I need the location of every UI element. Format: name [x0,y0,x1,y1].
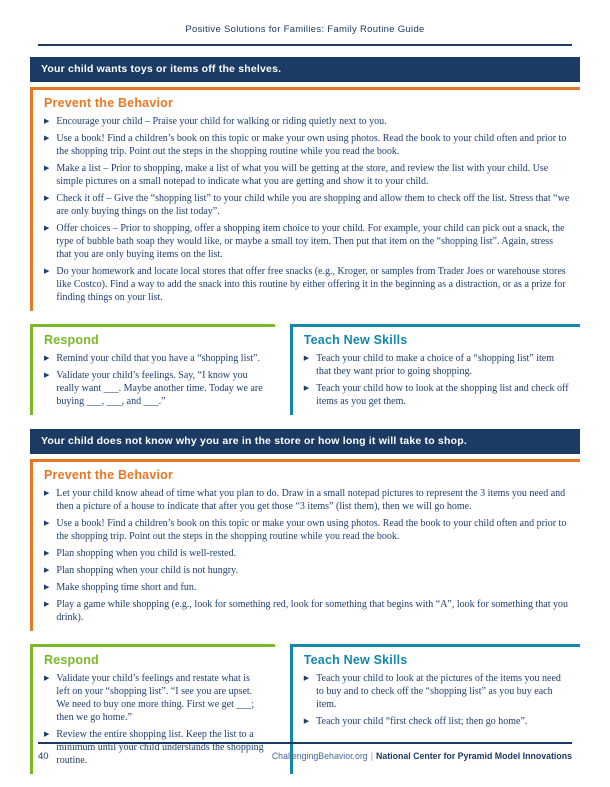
footer-org: National Center for Pyramid Model Innovations [375,751,572,761]
bullet-text: Teach your child to make a choice of a “shopping list” item that they want prior to going shopping. [316,353,554,377]
bullet-arrow-icon: ▶ [44,134,50,142]
footer-separator: | [370,751,373,761]
bullet-item [44,115,570,128]
respond-teach-row-1 [30,324,580,415]
bullet-arrow-icon: ▶ [44,194,50,202]
footer-site-link[interactable]: ChallengingBehavior.org [271,751,368,761]
bullet-text: Remind your child that you have a “shopping list”. [56,353,260,364]
bullet-text: Use a book! Find a children’s book on this topic or make your own using photos. Read the book to your child often and prior to the shopping trip. Point out the steps in the shopping routine while you read the book. [56,133,567,157]
page-footer [0,742,610,762]
document-title: Positive Solutions for Families: Family Routine Guide [185,24,425,35]
bullet-item [44,581,570,594]
bullet-text: Validate your child’s feelings. Say, “I know you really want ___. Maybe another time. Today we are buying ___, ___, and ___.” [56,370,263,407]
bullet-arrow-icon: ▶ [44,224,50,232]
bullet-item [44,222,570,261]
bullet-arrow-icon: ▶ [44,566,50,574]
bullet-text: Check it off – Give the “shopping list” to your child while you are shopping and allow them to check off the list. Stress that “we are only buying things on the list today”. [56,193,570,217]
bullet-item [304,352,570,378]
prevent-title-2: Prevent the Behavior [44,468,174,482]
bullet-item [44,672,265,724]
prevent-title-1: Prevent the Behavior [44,96,174,110]
bullet-text: Play a game while shopping (e.g., look for something red, look for something that begins with “A”, look for something that you drink). [56,599,568,623]
bullet-item [44,352,265,365]
bullet-arrow-icon: ▶ [44,519,50,527]
bullet-arrow-icon: ▶ [44,674,50,682]
bullet-arrow-icon: ▶ [303,717,310,725]
bullet-item [304,672,570,711]
prevent-bullets-2 [44,487,570,624]
bullet-item [44,265,570,304]
bullet-item [304,382,570,408]
prevent-box-2 [30,459,580,631]
prevent-bullets-1 [44,115,570,304]
bullet-item [44,564,570,577]
bullet-text: Use a book! Find a children’s book on this topic or make your own using photos. Read the book to your child often and prior to the shopping trip. Point out the steps in the shopping routine while you read the book. [56,518,567,542]
section-bar-2: Your child does not know why you are in the store or how long it will take to shop. [30,429,580,454]
header-rule [38,44,572,46]
bullet-text: Teach your child to look at the pictures of the items you need to buy and to check off the “shopping list” as you buy each item. [316,673,561,710]
bullet-text: Teach your child “first check off list; then go home”. [316,716,528,727]
bullet-arrow-icon: ▶ [44,354,50,362]
bullet-item [44,517,570,543]
teach-bullets-2 [304,672,570,728]
bullet-text: Teach your child how to look at the shopping list and check off items as you get them. [316,383,569,407]
bullet-arrow-icon: ▶ [44,164,50,172]
bullet-text: Plan shopping when your child is not hungry. [56,565,238,576]
respond-box-1 [30,324,275,415]
bullet-arrow-icon: ▶ [44,600,50,608]
footer-credits [272,751,572,761]
bullet-item [44,192,570,218]
bullet-text: Plan shopping when you child is well-rested. [56,548,237,559]
bullet-text: Make shopping time short and fun. [56,582,197,593]
bullet-item [44,369,265,408]
bullet-text: Encourage your child – Praise your child for walking or riding quietly next to you. [56,116,387,127]
bullet-arrow-icon: ▶ [44,117,50,125]
bullet-text: Let your child know ahead of time what you plan to do. Draw in a small notepad pictures to represent the 3 items you need and then a picture of a house to indicate that after you get those “3 items” (list them), then we will go home. [56,488,566,512]
bullet-arrow-icon: ▶ [44,489,50,497]
teach-title-2: Teach New Skills [303,653,408,667]
bullet-item [44,547,570,560]
teach-title-1: Teach New Skills [303,333,408,347]
bullet-arrow-icon: ▶ [303,354,310,362]
bullet-text: Validate your child’s feelings and restate what is left on your “shopping list”. “I see you are upset. We need to buy one more thing. First we get ___; then we go home.” [56,673,255,723]
bullet-arrow-icon: ▶ [44,730,50,738]
bullet-arrow-icon: ▶ [44,583,50,591]
respond-bullets-1 [44,352,265,408]
bullet-text: Review the entire shopping list. Keep the list to a minimum until your child understands the shopping routine. [56,729,264,766]
bullet-item [44,132,570,158]
bullet-item [304,715,570,728]
bullet-text: Do your homework and locate local stores that offer free snacks (e.g., Kroger, or samples from Trader Joes or warehouse stores like Costco). Find a way to add the snack into this routine by either offering it in the beginning as a distraction, or as a prize for finding things on your list. [56,266,566,303]
bullet-arrow-icon: ▶ [44,549,50,557]
bullet-arrow-icon: ▶ [303,674,310,682]
respond-title-1: Respond [44,333,99,347]
bullet-item [44,487,570,513]
bullet-text: Offer choices – Prior to shopping, offer a shopping item choice to your child. For example, your child can pick out a snack, the type of bubble bath soap they would like, or maybe a small toy item. Then put that item on the “shopping list”. Again, stress that you are only buying items on the list. [56,223,565,260]
bullet-item [44,162,570,188]
bullet-text: Make a list – Prior to shopping, make a list of what you will be getting at the store, and review the list with your child. Use simple pictures on a small notepad to indicate what you are getting and show it to your child. [56,163,549,187]
teach-bullets-1 [304,352,570,408]
respond-title-2: Respond [44,653,99,667]
bullet-item [44,598,570,624]
page-number: 40 [38,751,49,762]
prevent-box-1 [30,87,580,311]
bullet-arrow-icon: ▶ [303,384,310,392]
teach-box-1 [290,324,580,415]
bullet-arrow-icon: ▶ [44,267,50,275]
footer-rule [38,742,572,744]
bullet-arrow-icon: ▶ [44,371,50,379]
section-bar-1: Your child wants toys or items off the shelves. [30,57,580,82]
